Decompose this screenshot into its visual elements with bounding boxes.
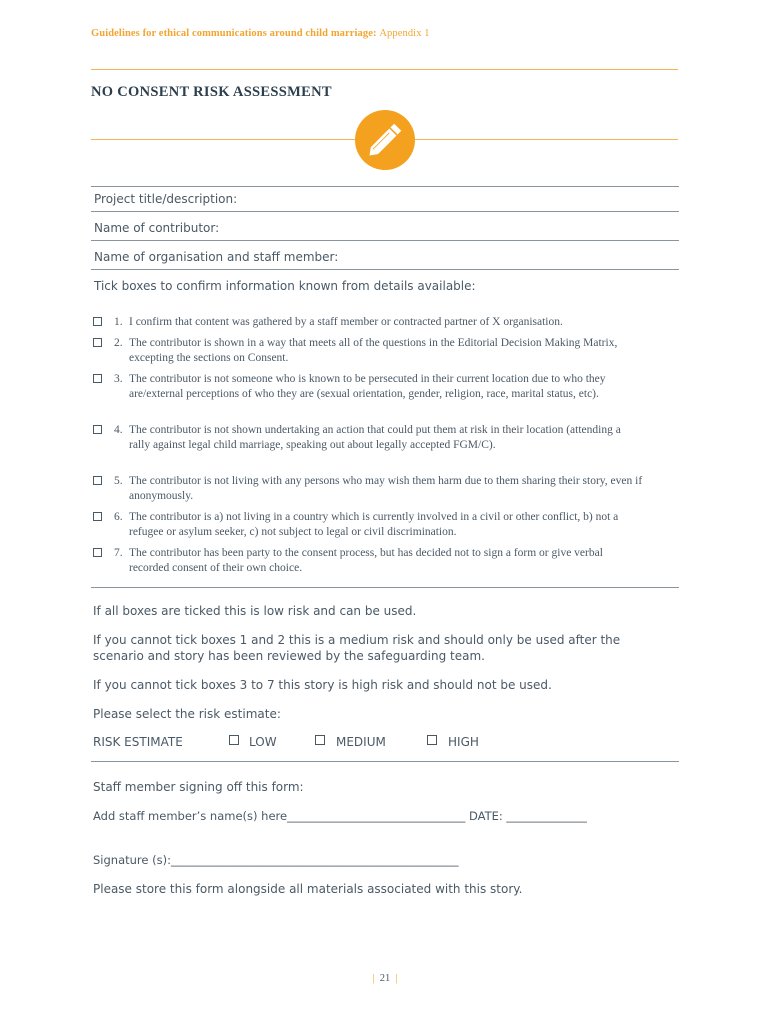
risk-low-checkbox[interactable] — [229, 735, 239, 745]
field-organisation: Name of organisation and staff member: — [94, 250, 339, 264]
section-rule — [91, 761, 679, 762]
risk-low-label: LOW — [249, 735, 277, 749]
checkbox[interactable] — [93, 548, 102, 557]
checkbox[interactable] — [93, 317, 102, 326]
checkbox[interactable] — [93, 374, 102, 383]
risk-estimate-label: RISK ESTIMATE — [93, 735, 183, 749]
form-top-rule — [91, 186, 679, 187]
page-number-value: 21 — [379, 973, 391, 984]
signature-line[interactable]: Signature (s):__________________________________________________ — [93, 853, 459, 867]
risk-high-checkbox[interactable] — [427, 735, 437, 745]
guidance-low-risk: If all boxes are ticked this is low risk and can be used. — [93, 604, 417, 618]
staff-name-date-line[interactable]: Add staff member’s name(s) here_______________________________ DATE: ______________ — [93, 809, 587, 823]
storage-note: Please store this form alongside all materials associated with this story. — [93, 882, 523, 896]
checklist-item — [93, 315, 663, 331]
checkbox[interactable] — [93, 476, 102, 485]
section-rule — [91, 587, 679, 588]
item-number: 1. — [114, 316, 123, 328]
risk-medium-checkbox[interactable] — [315, 735, 325, 745]
item-number: 3. — [114, 373, 123, 385]
header-divider — [91, 69, 678, 70]
page-title: NO CONSENT RISK ASSESSMENT — [91, 84, 332, 100]
checklist-item — [93, 474, 663, 506]
field-rule — [91, 211, 679, 212]
field-rule — [91, 269, 679, 270]
checkbox[interactable] — [93, 425, 102, 434]
item-text: The contributor is not living with any persons who may wish them harm due to them sharing their story, even if anonymously. — [129, 475, 643, 502]
checklist-item — [93, 336, 663, 368]
checklist-item — [93, 510, 663, 542]
risk-high-label: HIGH — [448, 735, 479, 749]
item-text: The contributor is a) not living in a country which is currently involved in a civil or other conflict, b) not a refugee or asylum seeker, c) not subject to legal or civil discrimination. — [129, 511, 619, 538]
item-text: The contributor is not someone who is known to be persecuted in their current location due to who they are/external perceptions of who they are (sexual orientation, gender, religion, race, marital status, etc). — [129, 373, 606, 400]
item-text: The contributor has been party to the consent process, but has decided not to sign a form or give verbal recorded consent of their own choice. — [129, 547, 603, 574]
checklist-item — [93, 372, 663, 418]
item-number: 7. — [114, 547, 123, 559]
document-header — [91, 28, 430, 39]
risk-medium-label: MEDIUM — [336, 735, 386, 749]
title-divider-right — [415, 139, 678, 140]
checkbox[interactable] — [93, 338, 102, 347]
checklist-item — [93, 423, 663, 469]
header-title: Guidelines for ethical communications around child marriage: — [91, 28, 377, 39]
guidance-high-risk: If you cannot tick boxes 3 to 7 this story is high risk and should not be used. — [93, 678, 552, 692]
page-number: | 21 | — [372, 973, 398, 984]
tick-intro: Tick boxes to confirm information known from details available: — [94, 279, 476, 293]
item-text: The contributor is not shown undertaking an action that could put them at risk in their location (attending a rally against legal child marriage, speaking out about legally accepted FGM/C). — [129, 424, 621, 451]
guidance-medium-risk: If you cannot tick boxes 1 and 2 this is a medium risk and should only be used after the scenario and story has been reviewed by the safeguarding team. — [93, 633, 621, 663]
field-rule — [91, 240, 679, 241]
risk-prompt: Please select the risk estimate: — [93, 707, 281, 721]
field-contributor-name: Name of contributor: — [94, 221, 220, 235]
header-appendix: Appendix 1 — [379, 28, 430, 39]
item-text: I confirm that content was gathered by a staff member or contracted partner of X organisation. — [129, 316, 563, 328]
item-number: 5. — [114, 475, 123, 487]
item-text: The contributor is shown in a way that meets all of the questions in the Editorial Decision Making Matrix, excepting the sections on Consent. — [129, 337, 618, 364]
pencil-icon — [355, 110, 415, 170]
title-divider-left — [91, 139, 355, 140]
checkbox[interactable] — [93, 512, 102, 521]
signoff-heading: Staff member signing off this form: — [93, 780, 304, 794]
checklist-item — [93, 546, 663, 578]
risk-estimate-row — [93, 734, 653, 752]
item-number: 4. — [114, 424, 123, 436]
item-number: 6. — [114, 511, 123, 523]
item-number: 2. — [114, 337, 123, 349]
field-project-title: Project title/description: — [94, 192, 238, 206]
